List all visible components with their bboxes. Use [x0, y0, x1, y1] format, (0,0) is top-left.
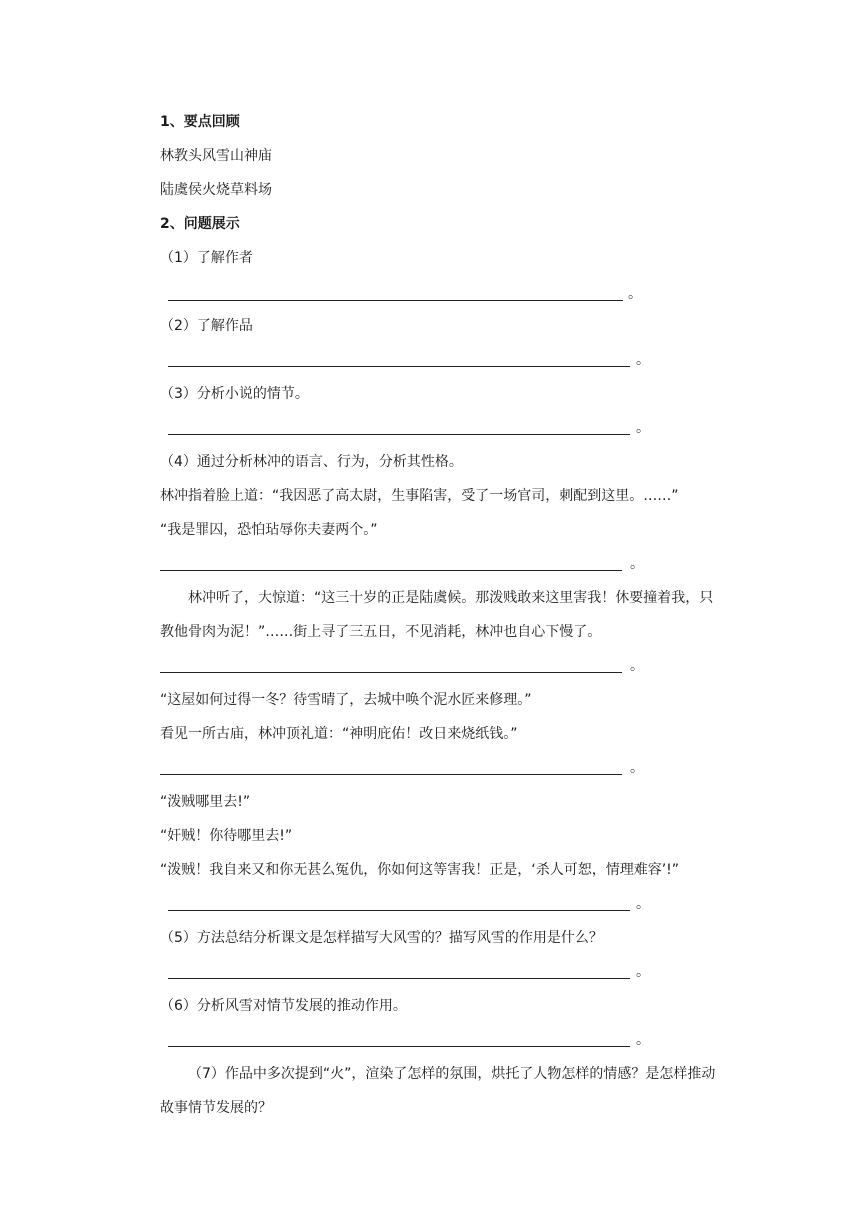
review-item-2: 陆虞侯火烧草料场 [160, 182, 272, 198]
question-7-line-1: （7）作品中多次提到“火”，渲染了怎样的氛围，烘托了人物怎样的情感？是怎样推动 [188, 1066, 716, 1082]
quote-4: “这屋如何过得一冬？待雪晴了，去城中唤个泥水匠来修理。” [160, 692, 532, 708]
quote-6: “泼贼哪里去!” [160, 794, 251, 810]
question-5: （5）方法总结分析课文是怎样描写大风雪的？描写风雪的作用是什么？ [160, 930, 603, 946]
answer-blank-2[interactable] [168, 350, 652, 370]
question-7-line-2: 故事情节发展的？ [160, 1100, 272, 1116]
question-4: （4）通过分析林冲的语言、行为，分析其性格。 [160, 454, 463, 470]
quote-2: “我是罪囚，恐怕玷辱你夫妻两个。” [160, 522, 378, 538]
answer-blank-3[interactable] [168, 418, 652, 438]
section-1-title: 1、要点回顾 [160, 114, 240, 130]
answer-blank-4c[interactable] [160, 758, 644, 778]
blank-end-mark: 。 [630, 658, 644, 674]
question-6: （6）分析风雪对情节发展的推动作用。 [160, 998, 407, 1014]
answer-blank-6[interactable] [168, 1030, 652, 1050]
blank-end-mark: 。 [630, 556, 644, 572]
answer-blank-4a[interactable] [160, 554, 644, 574]
quote-3-line-2: 教他骨肉为泥！”……街上寻了三五日，不见消耗，林冲也自心下慢了。 [160, 624, 602, 640]
answer-blank-4d[interactable] [168, 894, 652, 914]
quote-3-line-1: 林冲听了，大惊道：“这三十岁的正是陆虞候。那泼贱敢来这里害我！休要撞着我，只 [188, 590, 714, 606]
answer-blank-4b[interactable] [160, 656, 644, 676]
question-2: （2）了解作品 [160, 318, 253, 334]
quote-1: 林冲指着脸上道：“我因恶了高太尉，生事陷害，受了一场官司，刺配到这里。……” [160, 488, 679, 504]
quote-5: 看见一所古庙，林冲顶礼道：“神明庇佑！改日来烧纸钱。” [160, 726, 518, 742]
blank-end-mark: 。 [628, 286, 642, 302]
answer-blank-5[interactable] [168, 962, 652, 982]
review-item-1: 林教头风雪山神庙 [160, 148, 272, 164]
blank-end-mark: 。 [636, 420, 650, 436]
blank-end-mark: 。 [636, 964, 650, 980]
blank-end-mark: 。 [636, 896, 650, 912]
blank-end-mark: 。 [636, 352, 650, 368]
answer-blank-1[interactable] [168, 284, 652, 304]
quote-7: “奸贼！你待哪里去!” [160, 828, 293, 844]
question-3: （3）分析小说的情节。 [160, 386, 309, 402]
question-1: （1）了解作者 [160, 250, 253, 266]
quote-8: “泼贼！我自来又和你无甚么冤仇，你如何这等害我！正是，‘杀人可恕，情理难容’!” [160, 862, 680, 878]
section-2-title: 2、问题展示 [160, 216, 240, 232]
blank-end-mark: 。 [630, 760, 644, 776]
blank-end-mark: 。 [636, 1032, 650, 1048]
